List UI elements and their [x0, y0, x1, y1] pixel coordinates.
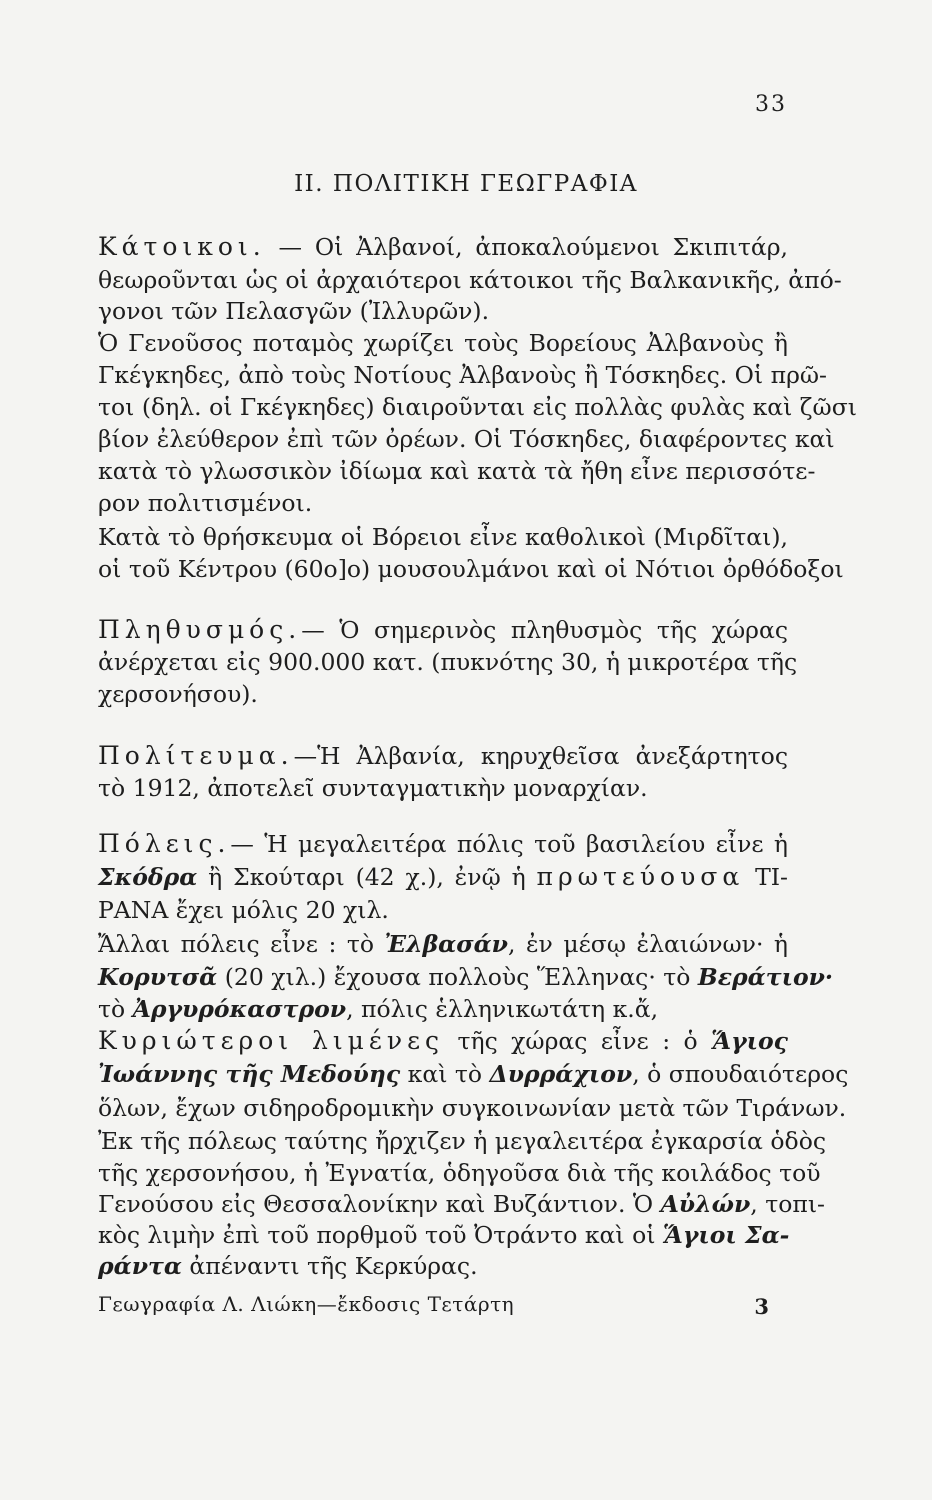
text-line: γονοι τῶν Πελασγῶν (Ἰλλυρῶν). [98, 297, 490, 325]
text-line: ἀνέρχεται εἰς 900.000 κατ. (πυκνότης 30, ἡ μικροτέρα τῆς [98, 648, 798, 676]
text-line: ρον πολιτισμένοι. [98, 489, 313, 517]
text-line: Κορυτσᾶ (20 χιλ.) ἔχουσα πολλοὺς Ἕλληνας· τὸ Βεράτιον· [98, 963, 834, 991]
text-line: Σκόδρα ἢ Σκούταρι (42 χ.), ἐνῷ ἡ πρωτεύουσα ΤΙ- [98, 862, 788, 891]
text-line: τὸ Ἀργυρόκαστρον, πόλις ἑλληνικωτάτη κ.ἄ, [98, 995, 659, 1023]
term-politevma: Πολίτευμα. [98, 741, 294, 770]
text-line: τοι (δηλ. οἱ Γκέγκηδες) διαιροῦνται εἰς πολλὰς φυλὰς καὶ ζῶσι [98, 393, 857, 421]
section-heading: II. ΠΟΛΙΤΙΚΗ ΓΕΩΓΡΑΦΙΑ [294, 171, 638, 197]
text-line: Γκέγκηδες, ἀπὸ τοὺς Νοτίους Ἀλβανοὺς ἢ Τόσκηδες. Οἱ πρῶ- [98, 361, 827, 389]
text-line: Πολίτευμα.—Ἡ Ἀλβανία, κηρυχθεῖσα ἀνεξάρτητος [98, 741, 788, 770]
text-line: θεωροῦνται ὡς οἱ ἀρχαιότεροι κάτοικοι τῆς Βαλκανικῆς, ἀπό- [98, 266, 842, 294]
text-line: Ἰωάννης τῆς Μεδούης καὶ τὸ Δυρράχιον, ὁ σπουδαιότερος [98, 1060, 849, 1088]
term-katoikoi: Κάτοικοι. [98, 232, 266, 261]
page-number: 33 [755, 92, 787, 117]
text-line: Ἐκ τῆς πόλεως ταύτης ἤρχιζεν ἡ μεγαλειτέρα ἐγκαρσία ὁδὸς [98, 1127, 827, 1155]
text-line: κατὰ τὸ γλωσσικὸν ἰδίωμα καὶ κατὰ τὰ ἤθη εἶνε περισσότε- [98, 457, 816, 485]
text-line: Ὁ Γενοῦσος ποταμὸς χωρίζει τοὺς Βορείους Ἀλβανοὺς ἢ [98, 329, 788, 357]
text-line: οἱ τοῦ Κέντρου (60ο]ο) μουσουλμάνοι καὶ οἱ Νότιοι ὀρθόδοξοι [98, 555, 844, 583]
text-line: ΡΑΝΑ ἔχει μόλις 20 χιλ. [98, 896, 389, 924]
text-line: βίον ἐλεύθερον ἐπὶ τῶν ὀρέων. Οἱ Τόσκηδες, διαφέροντες καὶ [98, 425, 835, 453]
text-line: Κυριώτεροι λιμένες τῆς χώρας εἶνε : ὁ Ἅγιος [98, 1026, 788, 1055]
text-line: Ἄλλαι πόλεις εἶνε : τὸ Ἐλβασάν, ἐν μέσῳ ἐλαιώνων· ἡ [98, 930, 788, 958]
text-line: Πληθυσμός.— Ὁ σημερινὸς πληθυσμὸς τῆς χώρας [98, 615, 788, 644]
text-line: τῆς χερσονήσου, ἡ Ἐγνατία, ὁδηγοῦσα διὰ τῆς κοιλάδος τοῦ [98, 1159, 821, 1187]
text-line: Κατὰ τὸ θρήσκευμα οἱ Βόρειοι εἶνε καθολικοὶ (Μιρδῖται), [98, 523, 788, 551]
text-line: Πόλεις.— Ἡ μεγαλειτέρα πόλις τοῦ βασιλείου εἶνε ἡ [98, 829, 788, 858]
text-line: τὸ 1912, ἀποτελεῖ συνταγματικὴν μοναρχίαν. [98, 774, 648, 802]
text-line: Κάτοικοι. — Οἱ Ἀλβανοί, ἀποκαλούμενοι Σκιπιτάρ, [98, 232, 788, 261]
signature-number: 3 [754, 1294, 769, 1319]
text-line: ὅλων, ἔχων σιδηροδρομικὴν συγκοινωνίαν μετὰ τῶν Τιράνων. [98, 1094, 847, 1122]
term-poleis: Πόλεις. [98, 829, 231, 858]
text-line: Γενούσου εἰς Θεσσαλονίκην καὶ Βυζάντιον. Ὁ Αὐλών, τοπι- [98, 1190, 825, 1218]
term-plithysmos: Πληθυσμός. [98, 615, 302, 644]
footer-text: Γεωγραφία Λ. Λιώκη—ἔκδοσις Τετάρτη [98, 1292, 515, 1316]
text-line: ράντα ἀπέναντι τῆς Κερκύρας. [98, 1252, 478, 1280]
text-line: χερσονήσου). [98, 680, 258, 708]
text-line: κὸς λιμὴν ἐπὶ τοῦ πορθμοῦ τοῦ Ὀτράντο καὶ οἱ Ἅγιοι Σα- [98, 1221, 790, 1249]
